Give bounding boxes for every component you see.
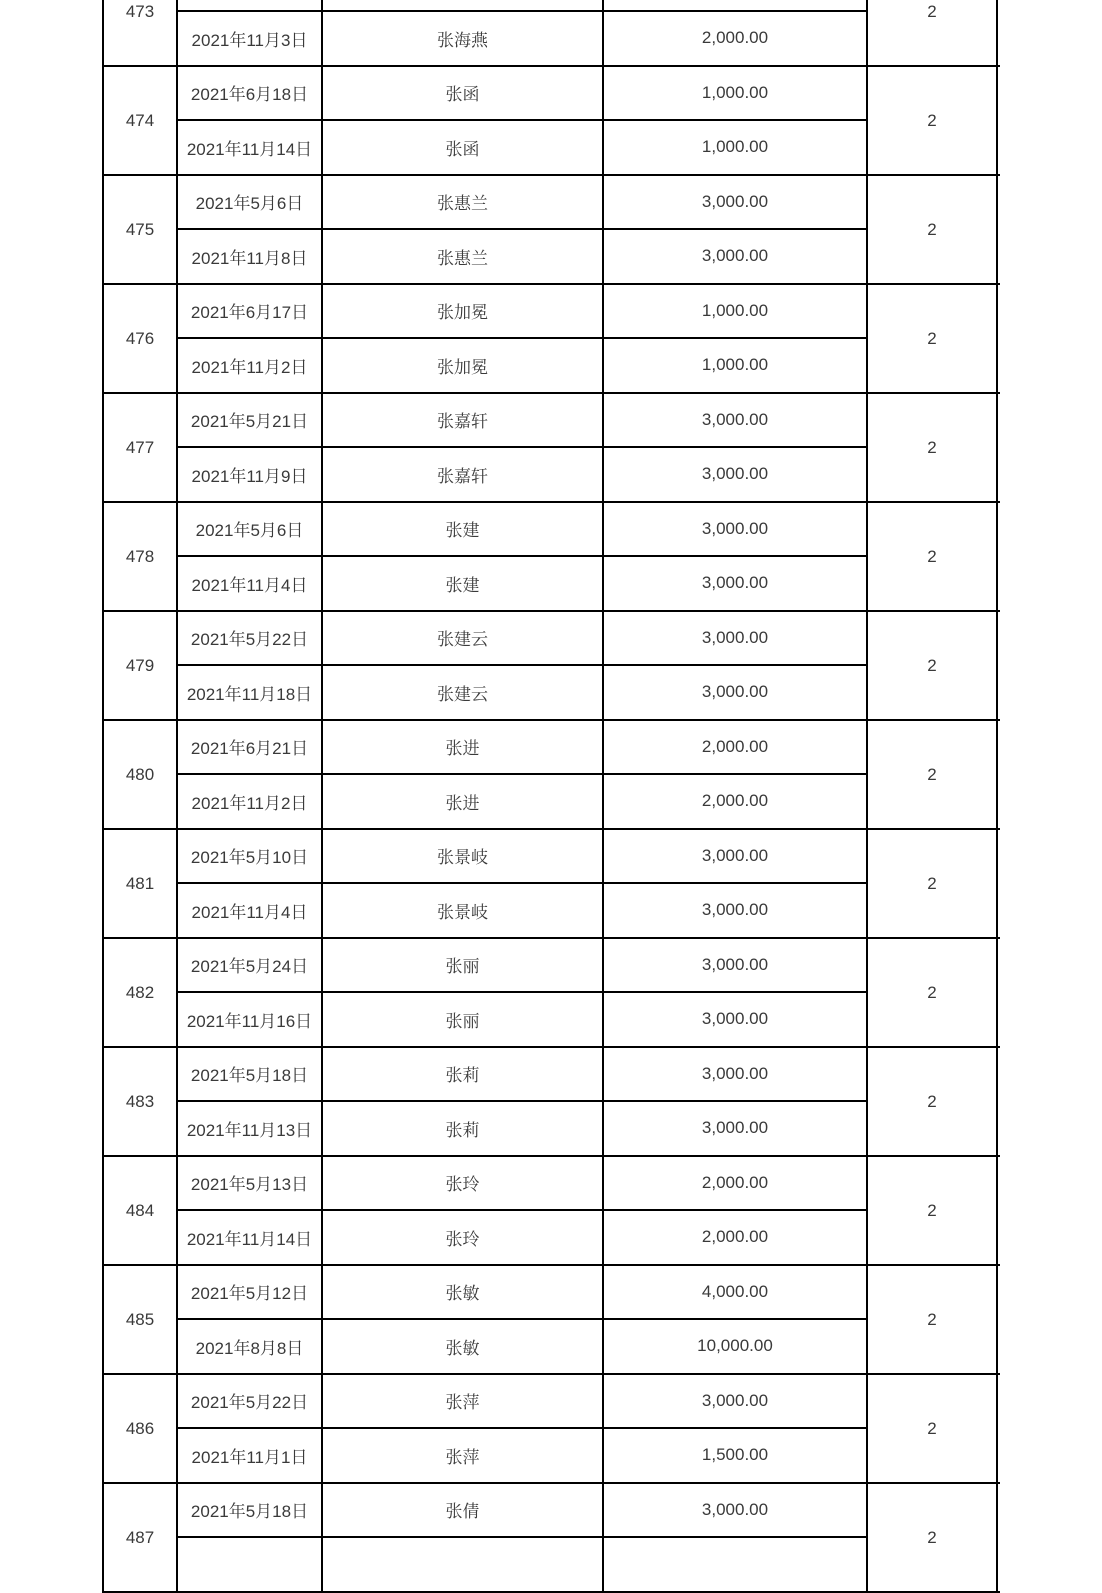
date-cell: 2021年6月17日 xyxy=(178,285,323,339)
name-cell: 张敏 xyxy=(323,1266,604,1320)
name-cell: 张丽 xyxy=(323,939,604,993)
table-group xyxy=(104,830,1000,939)
amount-cell: 3,000.00 xyxy=(604,1102,868,1156)
table-group xyxy=(104,1484,1000,1593)
group-count-cell: 2 xyxy=(868,612,998,719)
amount-cell: 2,000.00 xyxy=(604,12,868,66)
date-cell: 2021年5月22日 xyxy=(178,1375,323,1429)
amount-cell: 1,000.00 xyxy=(604,67,868,121)
name-cell: 张建 xyxy=(323,557,604,611)
group-count-cell: 2 xyxy=(868,1157,998,1264)
date-cell: 2021年6月21日 xyxy=(178,721,323,775)
table-group xyxy=(104,67,1000,176)
name-cell: 张嘉轩 xyxy=(323,448,604,502)
amount-cell: 3,000.00 xyxy=(604,394,868,448)
name-cell: 张建云 xyxy=(323,612,604,666)
date-cell: 2021年5月22日 xyxy=(178,612,323,666)
name-cell: 张进 xyxy=(323,775,604,829)
name-cell: 张建 xyxy=(323,503,604,557)
group-count-cell: 2 xyxy=(868,939,998,1046)
group-sequence-number: 481 xyxy=(104,830,178,937)
table-group xyxy=(104,612,1000,721)
group-sequence-number: 487 xyxy=(104,1484,178,1591)
date-cell: 2021年5月24日 xyxy=(178,939,323,993)
group-count-cell: 2 xyxy=(868,0,998,65)
table-group xyxy=(104,1157,1000,1266)
group-count-cell: 2 xyxy=(868,830,998,937)
group-count-cell: 2 xyxy=(868,1484,998,1591)
name-cell: 张进 xyxy=(323,721,604,775)
date-cell: 2021年11月3日 xyxy=(178,12,323,66)
amount-cell: 1,500.00 xyxy=(604,1429,868,1483)
amount-cell: 3,000.00 xyxy=(604,176,868,230)
date-cell: 2021年11月4日 xyxy=(178,557,323,611)
name-cell: 张莉 xyxy=(323,1048,604,1102)
date-cell: 2021年5月10日 xyxy=(178,830,323,884)
name-cell: 张嘉轩 xyxy=(323,394,604,448)
amount-cell: 3,000.00 xyxy=(604,1048,868,1102)
group-sequence-number: 484 xyxy=(104,1157,178,1264)
name-cell: 张惠兰 xyxy=(323,230,604,284)
table-group xyxy=(104,0,1000,67)
name-cell: 张丽 xyxy=(323,993,604,1047)
table-group xyxy=(104,394,1000,503)
name-cell: 张敏 xyxy=(323,1320,604,1374)
group-sequence-number: 479 xyxy=(104,612,178,719)
date-cell: 2021年5月12日 xyxy=(178,1266,323,1320)
date-cell: 2021年6月18日 xyxy=(178,67,323,121)
group-count-cell: 2 xyxy=(868,394,998,501)
group-sequence-number: 485 xyxy=(104,1266,178,1373)
date-cell: 2021年11月18日 xyxy=(178,666,323,720)
amount-cell xyxy=(604,0,868,12)
name-cell: 张函 xyxy=(323,67,604,121)
group-count-cell: 2 xyxy=(868,67,998,174)
table-group xyxy=(104,721,1000,830)
group-sequence-number: 473 xyxy=(104,0,178,65)
amount-cell: 3,000.00 xyxy=(604,993,868,1047)
group-count-cell: 2 xyxy=(868,1266,998,1373)
group-sequence-number: 482 xyxy=(104,939,178,1046)
amount-cell: 3,000.00 xyxy=(604,230,868,284)
amount-cell: 3,000.00 xyxy=(604,1375,868,1429)
date-cell: 2021年11月13日 xyxy=(178,1102,323,1156)
amount-cell: 3,000.00 xyxy=(604,448,868,502)
table-group xyxy=(104,1048,1000,1157)
amount-cell: 3,000.00 xyxy=(604,612,868,666)
date-cell: 2021年11月9日 xyxy=(178,448,323,502)
group-count-cell: 2 xyxy=(868,1048,998,1155)
amount-cell: 3,000.00 xyxy=(604,1484,868,1538)
amount-cell: 1,000.00 xyxy=(604,339,868,393)
table-group xyxy=(104,176,1000,285)
table-group xyxy=(104,1375,1000,1484)
amount-cell xyxy=(604,1538,868,1592)
date-cell: 2021年5月21日 xyxy=(178,394,323,448)
group-sequence-number: 477 xyxy=(104,394,178,501)
date-cell: 2021年5月6日 xyxy=(178,176,323,230)
name-cell: 张海燕 xyxy=(323,12,604,66)
group-count-cell: 2 xyxy=(868,176,998,283)
name-cell: 张加冕 xyxy=(323,339,604,393)
amount-cell: 2,000.00 xyxy=(604,775,868,829)
name-cell xyxy=(323,1538,604,1592)
date-cell: 2021年11月1日 xyxy=(178,1429,323,1483)
table-group xyxy=(104,1266,1000,1375)
name-cell: 张景岐 xyxy=(323,830,604,884)
group-count-cell: 2 xyxy=(868,285,998,392)
name-cell: 张莉 xyxy=(323,1102,604,1156)
payment-table xyxy=(102,0,1000,1593)
date-cell: 2021年5月18日 xyxy=(178,1484,323,1538)
date-cell: 2021年5月18日 xyxy=(178,1048,323,1102)
group-count-cell: 2 xyxy=(868,503,998,610)
table-group xyxy=(104,285,1000,394)
amount-cell: 1,000.00 xyxy=(604,121,868,175)
date-cell: 2021年11月2日 xyxy=(178,339,323,393)
date-cell xyxy=(178,1538,323,1592)
name-cell: 张景岐 xyxy=(323,884,604,938)
amount-cell: 3,000.00 xyxy=(604,884,868,938)
date-cell: 2021年8月8日 xyxy=(178,1320,323,1374)
name-cell: 张玲 xyxy=(323,1157,604,1211)
date-cell: 2021年5月13日 xyxy=(178,1157,323,1211)
date-cell: 2021年11月4日 xyxy=(178,884,323,938)
date-cell: 2021年5月6日 xyxy=(178,503,323,557)
table-group xyxy=(104,503,1000,612)
date-cell: 2021年11月14日 xyxy=(178,121,323,175)
date-cell xyxy=(178,0,323,12)
name-cell: 张萍 xyxy=(323,1375,604,1429)
name-cell: 张萍 xyxy=(323,1429,604,1483)
date-cell: 2021年11月8日 xyxy=(178,230,323,284)
amount-cell: 2,000.00 xyxy=(604,1211,868,1265)
group-sequence-number: 475 xyxy=(104,176,178,283)
name-cell: 张惠兰 xyxy=(323,176,604,230)
amount-cell: 4,000.00 xyxy=(604,1266,868,1320)
name-cell xyxy=(323,0,604,12)
amount-cell: 1,000.00 xyxy=(604,285,868,339)
amount-cell: 3,000.00 xyxy=(604,830,868,884)
name-cell: 张玲 xyxy=(323,1211,604,1265)
group-count-cell: 2 xyxy=(868,1375,998,1482)
group-sequence-number: 476 xyxy=(104,285,178,392)
group-sequence-number: 474 xyxy=(104,67,178,174)
date-cell: 2021年11月16日 xyxy=(178,993,323,1047)
amount-cell: 2,000.00 xyxy=(604,721,868,775)
amount-cell: 3,000.00 xyxy=(604,557,868,611)
amount-cell: 10,000.00 xyxy=(604,1320,868,1374)
group-sequence-number: 486 xyxy=(104,1375,178,1482)
table-group xyxy=(104,939,1000,1048)
group-sequence-number: 478 xyxy=(104,503,178,610)
amount-cell: 3,000.00 xyxy=(604,939,868,993)
date-cell: 2021年11月2日 xyxy=(178,775,323,829)
amount-cell: 3,000.00 xyxy=(604,666,868,720)
name-cell: 张建云 xyxy=(323,666,604,720)
group-sequence-number: 483 xyxy=(104,1048,178,1155)
name-cell: 张函 xyxy=(323,121,604,175)
name-cell: 张加冕 xyxy=(323,285,604,339)
amount-cell: 3,000.00 xyxy=(604,503,868,557)
amount-cell: 2,000.00 xyxy=(604,1157,868,1211)
name-cell: 张倩 xyxy=(323,1484,604,1538)
date-cell: 2021年11月14日 xyxy=(178,1211,323,1265)
group-sequence-number: 480 xyxy=(104,721,178,828)
group-count-cell: 2 xyxy=(868,721,998,828)
